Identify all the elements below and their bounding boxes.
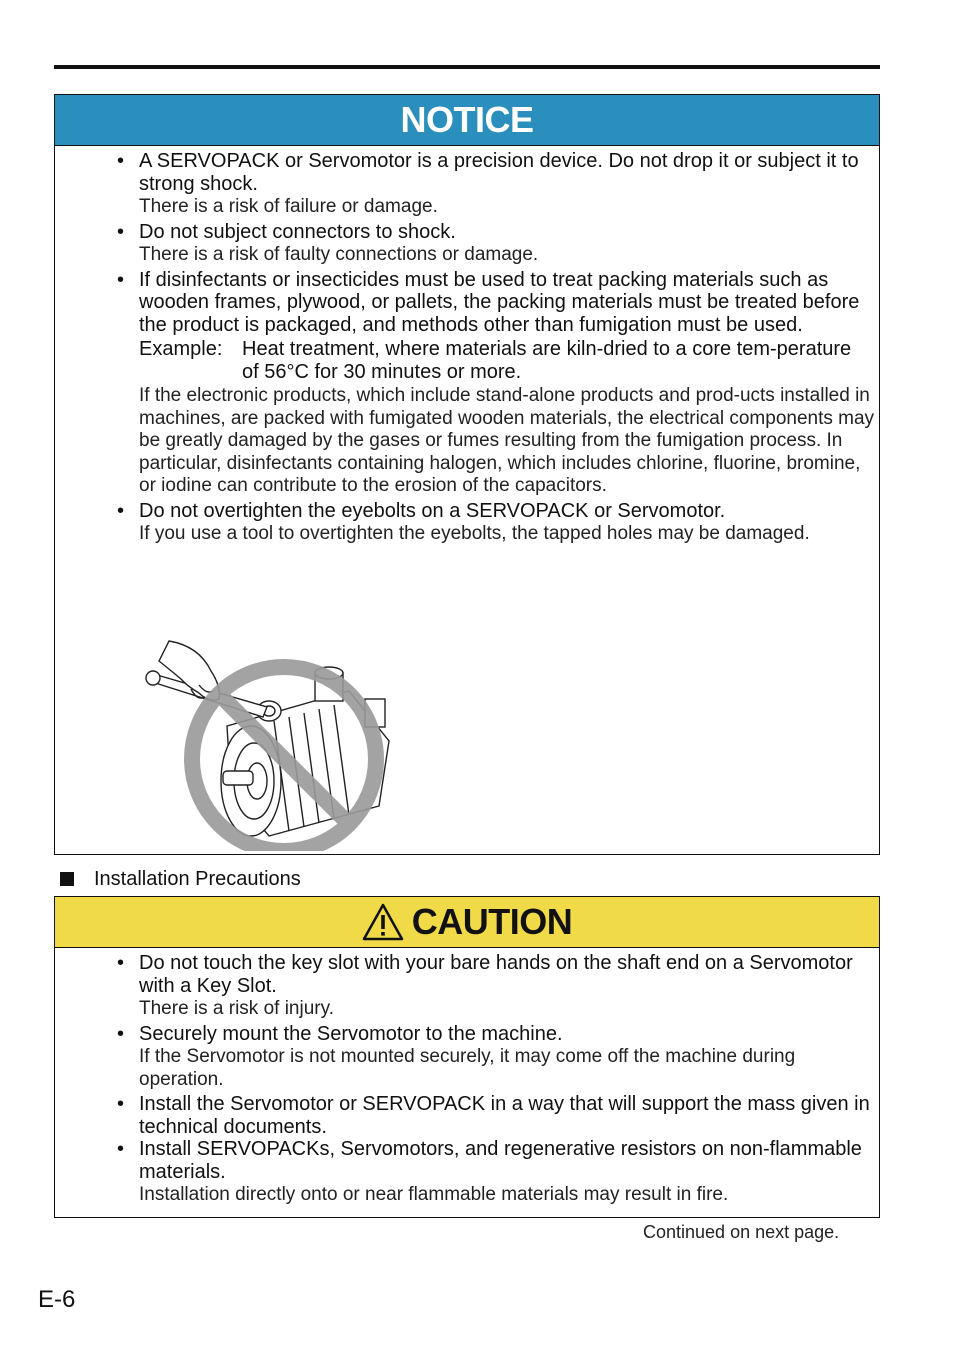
notice-item-note: There is a risk of faulty connections or damage. [139, 244, 539, 265]
top-rule [54, 65, 880, 69]
bullet: • [117, 952, 125, 974]
notice-item [117, 500, 879, 546]
bullet: • [117, 150, 125, 172]
warning-triangle-icon [362, 902, 404, 942]
caution-box [54, 896, 880, 1218]
caution-item-text: Install SERVOPACKs, Servomotors, and regenerative resistors on non-flammable materials. [139, 1138, 862, 1183]
bullet: • [117, 1022, 125, 1045]
caution-item-note: Installation directly onto or near flammable materials may result in fire. [139, 1184, 729, 1205]
black-square-icon [60, 872, 74, 886]
example-text: Heat treatment, where materials are kiln-dried to a core tem-perature of 56°C for 30 minutes or more. [242, 338, 852, 383]
caution-item-text: Do not touch the key slot with your bare hands on the shaft end on a Servomotor with a Key Slot. [139, 952, 853, 997]
notice-item-text: Do not subject connectors to shock. [139, 220, 456, 243]
notice-item [117, 221, 879, 267]
prohibited-overtighten-eyebolt-illustration [139, 631, 409, 851]
caution-item [117, 1138, 879, 1207]
notice-item [117, 150, 879, 219]
caution-content [55, 948, 879, 1207]
bullet: • [117, 268, 125, 291]
notice-item-note: If you use a tool to overtighten the eyebolts, the tapped holes may be damaged. [139, 523, 810, 544]
notice-item-text: If disinfectants or insecticides must be used to treat packing materials such as wooden frames, plywood, or pallets, the packing materials must be treated before the product is packaged, and methods other than fumigation must be used. [139, 268, 860, 336]
bullet: • [117, 499, 125, 522]
notice-box [54, 94, 880, 855]
bullet: • [117, 1093, 125, 1115]
continued-note: Continued on next page. [643, 1222, 840, 1242]
caution-item-note: If the Servomotor is not mounted securely, it may come off the machine during operation. [139, 1046, 796, 1090]
caution-banner [55, 897, 879, 948]
caution-title: CAUTION [411, 901, 573, 942]
bullet: • [117, 1138, 125, 1160]
caution-item [117, 952, 879, 1021]
notice-item-text: Do not overtighten the eyebolts on a SERVOPACK or Servomotor. [139, 499, 726, 522]
section-heading-text: Installation Precautions [94, 868, 301, 890]
example-block [139, 338, 879, 383]
notice-item-note: There is a risk of failure or damage. [139, 196, 438, 217]
example-label: Example: [139, 338, 223, 360]
notice-item-note: If the electronic products, which include stand-alone products and prod-ucts installed in machines, are packed with fumigated wooden materials, the electrical components may be greatly damaged by the gases or fumes resulting from the fumigation process. In particular, disinfectants containing halogen, which includes chlorine, fluorine, bromine, or iodine can contribute to the erosion of the capacitors. [139, 385, 875, 496]
caution-item [117, 1093, 879, 1138]
notice-item-text: A SERVOPACK or Servomotor is a precision device. Do not drop it or subject it to strong shock. [139, 150, 859, 195]
caution-item [117, 1023, 879, 1092]
notice-title: NOTICE [400, 99, 534, 140]
bullet: • [117, 220, 125, 243]
caution-item-text: Securely mount the Servomotor to the machine. [139, 1022, 563, 1045]
caution-item-note: There is a risk of injury. [139, 998, 334, 1019]
notice-content [55, 146, 879, 546]
notice-banner [55, 95, 879, 146]
caution-item-text: Install the Servomotor or SERVOPACK in a way that will support the mass given in technical documents. [139, 1093, 870, 1138]
section-heading [60, 867, 301, 891]
page-number: E-6 [38, 1286, 76, 1313]
notice-item [117, 269, 879, 498]
